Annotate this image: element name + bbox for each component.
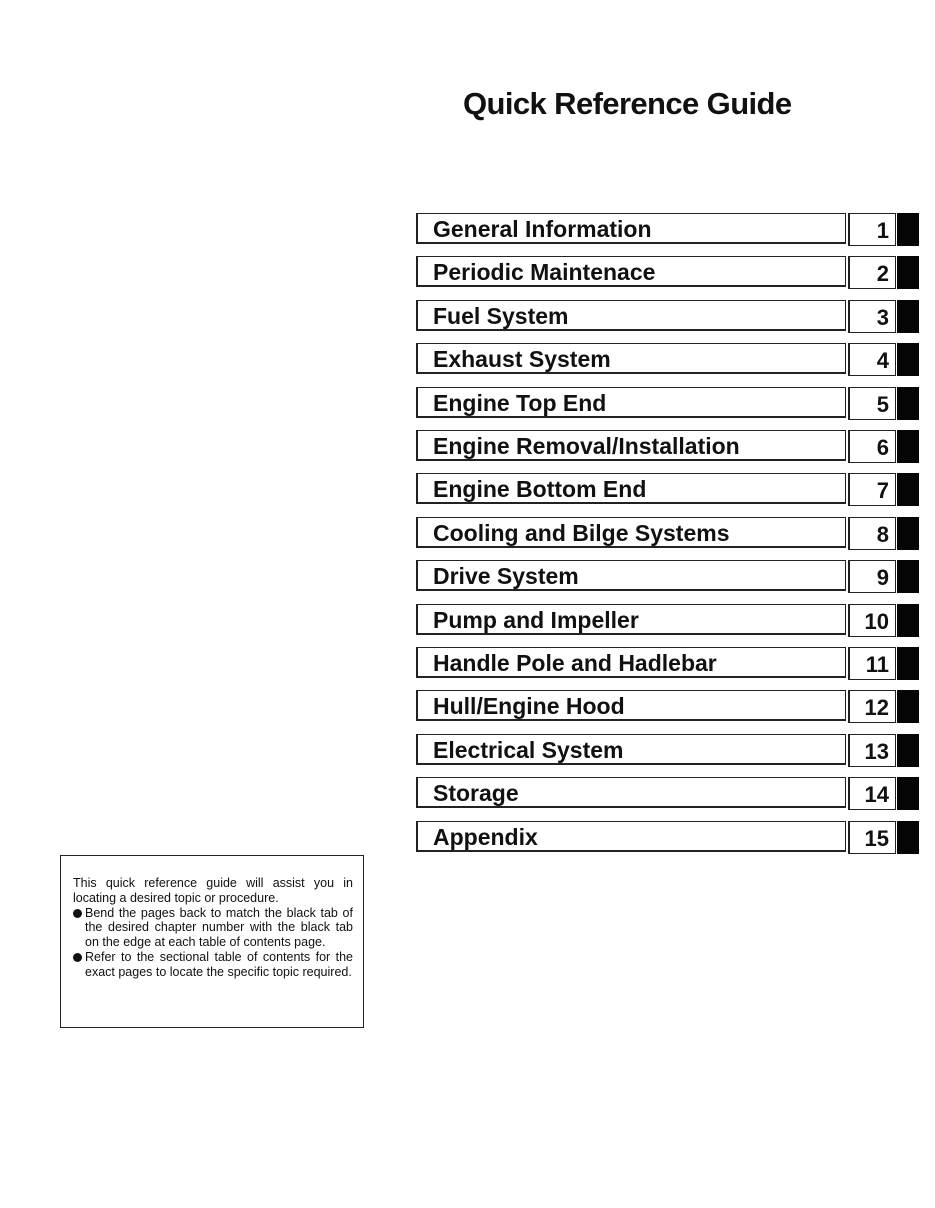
chapter-label: Engine Removal/Installation — [433, 433, 740, 459]
chapter-label: Electrical System — [433, 736, 624, 763]
black-tab — [897, 343, 919, 376]
chapter-number: 7 — [876, 478, 889, 504]
chapter-number-box — [848, 821, 896, 854]
chapter-number-box — [848, 343, 896, 376]
bullet-icon — [73, 953, 82, 962]
chapter-label: Handle Pole and Hadlebar — [433, 650, 717, 676]
chapter-number-box — [848, 387, 896, 420]
chapter-number: 10 — [864, 608, 889, 634]
chapter-label-box — [416, 604, 846, 635]
chapter-label-box — [416, 300, 846, 331]
chapter-number: 1 — [876, 218, 889, 243]
chapter-row[interactable] — [416, 517, 920, 550]
chapter-number: 4 — [876, 348, 889, 374]
black-tab — [897, 604, 919, 637]
black-tab — [897, 734, 919, 767]
chapter-label-box — [416, 517, 846, 548]
chapter-label: Pump and Impeller — [433, 606, 639, 633]
chapter-label-box — [416, 734, 846, 765]
black-tab — [897, 517, 919, 550]
chapter-label: Engine Bottom End — [433, 476, 647, 503]
chapter-label: General Information — [433, 216, 652, 242]
chapter-number-box — [848, 560, 896, 593]
black-tab — [897, 560, 919, 593]
chapter-number: 8 — [876, 521, 889, 547]
chapter-row[interactable] — [416, 734, 920, 767]
chapter-number-box — [848, 256, 896, 289]
chapter-label-box — [416, 473, 846, 504]
chapter-label: Hull/Engine Hood — [433, 693, 625, 720]
chapter-number-box — [848, 213, 896, 246]
black-tab — [897, 256, 919, 289]
black-tab — [897, 473, 919, 506]
chapter-row[interactable] — [416, 560, 920, 593]
chapter-label-box — [416, 343, 846, 374]
bullet-icon — [73, 909, 82, 918]
chapter-number-box — [848, 734, 896, 767]
chapter-number: 13 — [864, 738, 889, 764]
chapter-number-box — [848, 300, 896, 333]
chapter-number-box — [848, 517, 896, 550]
chapter-number: 15 — [864, 825, 889, 851]
chapter-label: Storage — [433, 780, 519, 807]
chapter-row[interactable] — [416, 647, 920, 680]
note-bullet-text: Bend the pages back to match the black tab of the desired chapter number with the black tab on the edge at each table of contents page. — [85, 905, 353, 950]
page-title: Quick Reference Guide — [463, 86, 792, 121]
chapter-number: 12 — [864, 695, 889, 721]
chapter-row[interactable] — [416, 213, 920, 246]
black-tab — [897, 300, 919, 333]
chapter-label: Appendix — [433, 823, 538, 850]
chapter-label: Cooling and Bilge Systems — [433, 519, 730, 546]
note-bullet — [73, 906, 353, 950]
chapter-number: 14 — [864, 782, 889, 808]
chapter-row[interactable] — [416, 430, 920, 463]
chapter-row[interactable] — [416, 777, 920, 810]
black-tab — [897, 647, 919, 680]
chapter-row[interactable] — [416, 387, 920, 420]
chapter-number: 11 — [865, 652, 889, 677]
chapter-number-box — [848, 473, 896, 506]
instruction-note-box — [60, 855, 364, 1028]
chapter-number-box — [848, 604, 896, 637]
chapter-row[interactable] — [416, 690, 920, 723]
chapter-number-box — [848, 647, 896, 680]
note-bullet-text: Refer to the sectional table of contents for the exact pages to locate the specific topic required. — [85, 949, 353, 979]
chapter-label-box — [416, 213, 846, 244]
chapter-label: Periodic Maintenace — [433, 259, 656, 286]
chapter-row[interactable] — [416, 256, 920, 289]
chapter-label: Fuel System — [433, 302, 569, 329]
chapter-number: 9 — [876, 565, 889, 591]
note-bullet — [73, 950, 353, 980]
chapter-label-box — [416, 560, 846, 591]
chapter-label-box — [416, 387, 846, 418]
chapter-label: Engine Top End — [433, 389, 607, 416]
chapter-row[interactable] — [416, 473, 920, 506]
chapter-label-box — [416, 777, 846, 808]
chapter-label-box — [416, 821, 846, 852]
chapter-number-box — [848, 690, 896, 723]
chapter-label-box — [416, 690, 846, 721]
black-tab — [897, 387, 919, 420]
chapter-number: 3 — [876, 304, 889, 330]
black-tab — [897, 821, 919, 854]
black-tab — [897, 213, 919, 246]
chapter-number-box — [848, 430, 896, 463]
chapter-row[interactable] — [416, 343, 920, 376]
black-tab — [897, 430, 919, 463]
chapter-label: Drive System — [433, 563, 579, 590]
note-intro: This quick reference guide will assist you in locating a desired topic or procedure. — [73, 876, 353, 905]
chapter-number-box — [848, 777, 896, 810]
chapter-label-box — [416, 256, 846, 287]
chapter-row[interactable] — [416, 300, 920, 333]
chapter-label-box — [416, 647, 846, 678]
chapter-label: Exhaust System — [433, 346, 611, 373]
chapter-row[interactable] — [416, 604, 920, 637]
black-tab — [897, 690, 919, 723]
chapter-label-box — [416, 430, 846, 461]
chapter-number: 6 — [876, 435, 889, 460]
chapter-number: 5 — [876, 391, 889, 417]
black-tab — [897, 777, 919, 810]
chapter-row[interactable] — [416, 821, 920, 854]
chapter-number: 2 — [876, 261, 889, 287]
